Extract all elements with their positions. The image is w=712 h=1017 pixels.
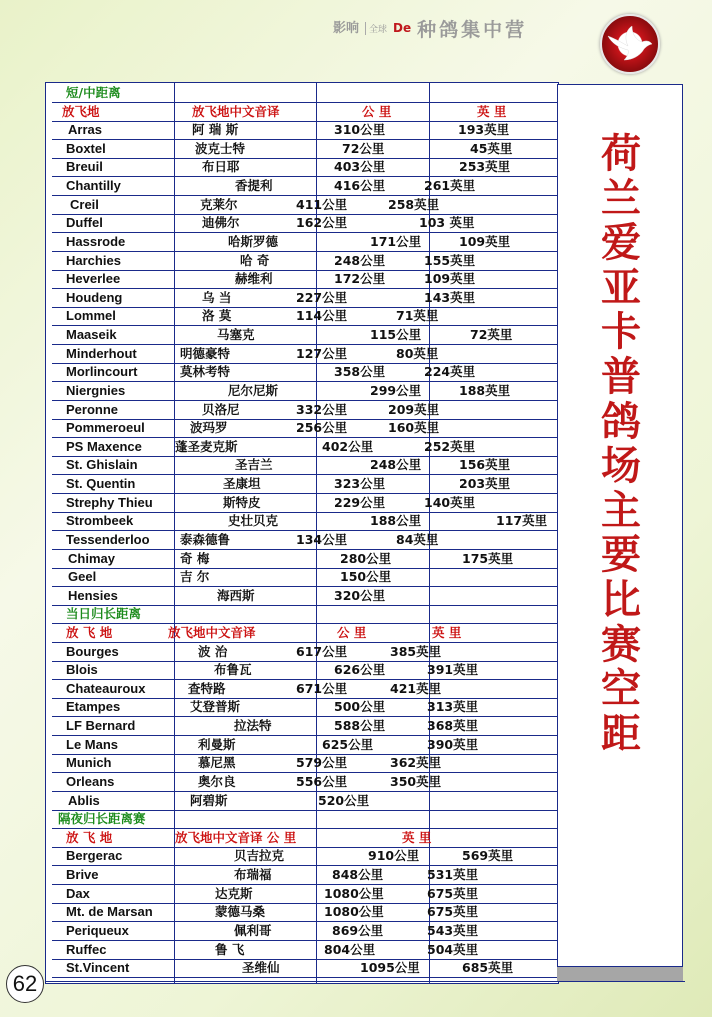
distance-km: 150公里: [340, 569, 392, 585]
distance-table: [45, 82, 559, 984]
release-point-chinese: 乌 当: [202, 289, 232, 305]
section-title: [52, 605, 557, 624]
release-point-chinese: 克莱尔: [200, 196, 238, 212]
distance-miles: 156英里: [459, 457, 511, 473]
release-point: Munich: [66, 755, 112, 771]
release-point-chinese: 艾登普斯: [190, 699, 241, 715]
release-point-chinese: 布日耶: [202, 159, 240, 175]
logo-main-text: 种鸽集中营: [417, 18, 528, 41]
release-point: Duffel: [66, 215, 103, 231]
distance-km: 626公里: [334, 662, 386, 678]
release-point-chinese: 阿碧斯: [190, 792, 228, 808]
release-point-chinese: 放飞地中文音译 公 里: [175, 829, 297, 845]
release-point-chinese: 慕尼黑: [198, 755, 236, 771]
release-point: Niergnies: [66, 382, 126, 398]
table-row: [52, 550, 557, 569]
vertical-title-char: 爱: [601, 219, 641, 267]
distance-km: 英 里: [402, 829, 432, 845]
distance-km: 411公里: [296, 196, 348, 212]
distance-miles: 531英里: [427, 867, 479, 883]
release-point-chinese: 香提利: [235, 178, 273, 194]
table-row: [52, 121, 557, 140]
table-row: [52, 922, 557, 941]
distance-miles: 109英里: [424, 271, 476, 287]
pigeon-logo: [600, 14, 660, 74]
table-row: [52, 158, 557, 177]
distance-km: 671公里: [296, 680, 348, 696]
table-row: [52, 941, 557, 960]
release-point: St. Quentin: [66, 476, 136, 492]
release-point-chinese: 布鲁瓦: [214, 662, 252, 678]
table-row: [52, 363, 557, 382]
release-point: Pommeroeul: [66, 420, 145, 436]
distance-km: 323公里: [334, 476, 386, 492]
table-row: [52, 326, 557, 345]
table-row: [52, 661, 557, 680]
distance-miles: 313英里: [427, 699, 479, 715]
distance-miles: 英 里: [477, 103, 507, 119]
page-header: [0, 0, 712, 80]
distance-miles: 252英里: [424, 438, 476, 454]
table-row: [52, 196, 557, 215]
column-header-row: [52, 624, 557, 643]
distance-km: 229公里: [334, 494, 386, 510]
vertical-title-char: 距: [601, 709, 641, 757]
distance-miles: 155英里: [424, 252, 476, 268]
release-point-chinese: 贝洛尼: [202, 401, 240, 417]
distance-km: 171公里: [370, 233, 422, 249]
section-label: 短/中距离: [66, 85, 121, 100]
distance-miles: 421英里: [390, 680, 442, 696]
section-title: [52, 810, 557, 829]
bottom-divider: [45, 981, 685, 982]
release-point: Bourges: [66, 643, 119, 659]
table-row: [52, 754, 557, 773]
table-row: [52, 512, 557, 531]
distance-miles: 203英里: [459, 476, 511, 492]
release-point-chinese: 海西斯: [217, 587, 255, 603]
table-row: [52, 587, 557, 606]
distance-km: 556公里: [296, 773, 348, 789]
column-header-row: [52, 829, 557, 848]
table-row: [52, 568, 557, 587]
table-row: [52, 717, 557, 736]
release-point: Heverlee: [66, 271, 121, 287]
distance-km: 848公里: [332, 867, 384, 883]
release-point: LF Bernard: [66, 718, 136, 734]
vertical-title-char: 鸽: [601, 397, 641, 445]
release-point-chinese: 鲁 飞: [215, 941, 245, 957]
section-title: [52, 84, 557, 103]
distance-km: 248公里: [370, 457, 422, 473]
distance-miles: 224英里: [424, 364, 476, 380]
distance-km: 804公里: [324, 941, 376, 957]
distance-km: 1095公里: [360, 960, 420, 976]
table-row: [52, 531, 557, 550]
page-number: 62: [6, 965, 44, 1003]
distance-km: 188公里: [370, 513, 422, 529]
table-row: [52, 643, 557, 662]
distance-km: 320公里: [334, 587, 386, 603]
table-row: [52, 419, 557, 438]
release-point: Chimay: [68, 550, 115, 566]
distance-km: 403公里: [334, 159, 386, 175]
release-point-chinese: 放飞地中文音译: [192, 103, 280, 119]
distance-km: 公 里: [362, 103, 392, 119]
release-point-chinese: 哈斯罗德: [228, 233, 279, 249]
distance-km: 280公里: [340, 550, 392, 566]
release-point-chinese: 赫维利: [235, 271, 273, 287]
release-point: Mt. de Marsan: [66, 904, 153, 920]
release-point: Chateauroux: [66, 680, 146, 696]
release-point-chinese: 圣康坦: [223, 476, 261, 492]
logo-de-text: De: [393, 21, 412, 35]
table-row: [52, 177, 557, 196]
magazine-logo-text: [333, 12, 563, 44]
release-point: Bergerac: [66, 848, 123, 864]
release-point-chinese: 圣吉兰: [235, 457, 273, 473]
release-point: Lommel: [66, 308, 116, 324]
table-row: [52, 773, 557, 792]
distance-miles: 253英里: [459, 159, 511, 175]
release-point: Orleans: [66, 773, 115, 789]
distance-miles: 117英里: [496, 513, 548, 529]
distance-miles: 504英里: [427, 941, 479, 957]
distance-km: 500公里: [334, 699, 386, 715]
release-point-chinese: 查特路: [188, 680, 226, 696]
release-point-chinese: 布瑞福: [234, 867, 272, 883]
release-point-chinese: 明德豪特: [180, 345, 231, 361]
distance-km: 332公里: [296, 401, 348, 417]
table-row: [52, 680, 557, 699]
table-row: [52, 270, 557, 289]
release-point-chinese: 马塞克: [217, 327, 255, 343]
vertical-title-char: 空: [601, 665, 641, 713]
distance-km: 1080公里: [324, 904, 384, 920]
distance-km: 358公里: [334, 364, 386, 380]
vertical-title-char: 赛: [601, 620, 641, 668]
section-label: 隔夜归长距离赛: [58, 811, 146, 827]
release-point: Brive: [66, 867, 99, 883]
distance-miles: 390英里: [427, 736, 479, 752]
table-row: [52, 903, 557, 922]
distance-miles: 385英里: [390, 643, 442, 659]
table-row: [52, 866, 557, 885]
distance-km: 402公里: [322, 438, 374, 454]
release-point-chinese: 史壮贝克: [228, 513, 279, 529]
release-point: Harchies: [66, 252, 121, 268]
distance-miles: 193英里: [458, 122, 510, 138]
release-point: Tessenderloo: [66, 531, 150, 547]
vertical-title-char: 场: [601, 442, 641, 490]
distance-miles: 80英里: [396, 345, 439, 361]
distance-miles: 368英里: [427, 718, 479, 734]
release-point-chinese: 奥尔良: [198, 773, 236, 789]
release-point: Creil: [70, 196, 99, 212]
release-point: 放飞地: [62, 103, 100, 119]
distance-miles: 685英里: [462, 960, 514, 976]
table-row: [52, 214, 557, 233]
release-point: Arras: [68, 122, 102, 138]
release-point: Breuil: [66, 159, 103, 175]
distance-miles: 209英里: [388, 401, 440, 417]
release-point: Dax: [66, 885, 90, 901]
distance-km: 公 里: [337, 624, 367, 640]
release-point-chinese: 吉 尔: [180, 569, 210, 585]
distance-km: 588公里: [334, 718, 386, 734]
release-point: Peronne: [66, 401, 119, 417]
vertical-title-char: 主: [601, 486, 641, 534]
distance-miles: 543英里: [427, 922, 479, 938]
release-point: Morlincourt: [66, 364, 138, 380]
distance-miles: 72英里: [470, 327, 513, 343]
distance-miles: 71英里: [396, 308, 439, 324]
distance-km: 227公里: [296, 289, 348, 305]
release-point: Boxtel: [66, 140, 106, 156]
table-row: [52, 438, 557, 457]
table-row: [52, 792, 557, 811]
release-point-chinese: 波玛罗: [190, 420, 228, 436]
distance-miles: 175英里: [462, 550, 514, 566]
release-point: St. Ghislain: [66, 457, 138, 473]
release-point: 放 飞 地: [66, 829, 113, 845]
release-point: Hensies: [68, 587, 118, 603]
distance-miles: 英 里: [432, 624, 462, 640]
distance-km: 310公里: [334, 122, 386, 138]
distance-miles: 143英里: [424, 289, 476, 305]
distance-km: 1080公里: [324, 885, 384, 901]
release-point-chinese: 迪佛尔: [202, 215, 240, 231]
release-point-chinese: 哈 奇: [240, 252, 270, 268]
table-row: [52, 847, 557, 866]
release-point: Maaseik: [66, 327, 117, 343]
table-row: [52, 382, 557, 401]
release-point-chinese: 斯特皮: [223, 494, 261, 510]
distance-km: 134公里: [296, 531, 348, 547]
column-header-row: [52, 103, 557, 122]
table-row: [52, 233, 557, 252]
vertical-title-char: 普: [601, 352, 641, 400]
release-point: Minderhout: [66, 345, 137, 361]
release-point: Periqueux: [66, 922, 129, 938]
table-row: [52, 307, 557, 326]
distance-km: 520公里: [318, 792, 370, 808]
distance-km: 256公里: [296, 420, 348, 436]
distance-miles: 84英里: [396, 531, 439, 547]
release-point-chinese: 波 治: [198, 643, 228, 659]
distance-km: 416公里: [334, 178, 386, 194]
table-row: [52, 736, 557, 755]
vertical-title-char: 兰: [601, 174, 641, 222]
release-point-chinese: 贝吉拉克: [234, 848, 285, 864]
release-point-chinese: 拉法特: [234, 718, 272, 734]
table-row: [52, 345, 557, 364]
release-point: Strephy Thieu: [66, 494, 153, 510]
table-row: [52, 494, 557, 513]
vertical-title-char: 比: [601, 575, 641, 623]
table-row: [52, 698, 557, 717]
release-point-chinese: 阿 瑞 斯: [192, 122, 239, 138]
distance-miles: 675英里: [427, 885, 479, 901]
distance-km: 869公里: [332, 922, 384, 938]
release-point: Geel: [68, 569, 97, 585]
release-point: Ablis: [68, 792, 100, 808]
table-row: [52, 475, 557, 494]
table-row: [52, 252, 557, 271]
section-label: 当日归长距离: [66, 606, 142, 622]
distance-km: 248公里: [334, 252, 386, 268]
table-row: [52, 140, 557, 159]
distance-miles: 675英里: [427, 904, 479, 920]
distance-km: 579公里: [296, 755, 348, 771]
release-point: St.Vincent: [66, 960, 130, 976]
release-point: Chantilly: [66, 178, 121, 194]
release-point: Strombeek: [66, 513, 134, 529]
table-row: [52, 289, 557, 308]
release-point: 放 飞 地: [66, 624, 113, 640]
vertical-title: [596, 132, 646, 756]
vertical-title-char: 要: [601, 531, 641, 579]
distance-km: 115公里: [370, 327, 422, 343]
release-point-chinese: 放飞地中文音译: [168, 624, 256, 640]
distance-km: 299公里: [370, 382, 422, 398]
distance-miles: 160英里: [388, 420, 440, 436]
vertical-title-char: 亚: [601, 263, 641, 311]
release-point: Ruffec: [66, 941, 107, 957]
distance-km: 625公里: [322, 736, 374, 752]
distance-miles: 362英里: [390, 755, 442, 771]
distance-miles: 258英里: [388, 196, 440, 212]
distance-km: 617公里: [296, 643, 348, 659]
release-point-chinese: 圣维仙: [242, 960, 280, 976]
release-point: PS Maxence: [66, 438, 142, 454]
release-point-chinese: 奇 梅: [180, 550, 210, 566]
distance-km: 127公里: [296, 345, 348, 361]
distance-miles: 261英里: [424, 178, 476, 194]
release-point: Hassrode: [66, 233, 126, 249]
distance-miles: 45英里: [470, 140, 513, 156]
distance-miles: 569英里: [462, 848, 514, 864]
distance-miles: 103 英里: [419, 215, 475, 231]
distance-miles: 109英里: [459, 233, 511, 249]
release-point-chinese: 洛 莫: [202, 308, 232, 324]
distance-km: 162公里: [296, 215, 348, 231]
vertical-title-char: 荷: [601, 130, 641, 177]
release-point: Blois: [66, 662, 98, 678]
table-row: [52, 401, 557, 420]
release-point-chinese: 佩利哥: [234, 922, 272, 938]
distance-miles: 350英里: [390, 773, 442, 789]
release-point-chinese: 泰森德鲁: [180, 531, 231, 547]
release-point-chinese: 莫林考特: [180, 364, 231, 380]
release-point-chinese: 利曼斯: [198, 736, 236, 752]
release-point-chinese: 波克士特: [195, 140, 246, 156]
release-point: Houdeng: [66, 289, 123, 305]
pigeon-icon: [602, 16, 658, 72]
release-point-chinese: 达克斯: [215, 885, 253, 901]
vertical-title-char: 卡: [601, 308, 641, 356]
release-point-chinese: 蒙德马桑: [215, 904, 266, 920]
logo-world-text: 全球: [365, 22, 387, 35]
release-point-chinese: 尼尔尼斯: [228, 382, 279, 398]
distance-km: 72公里: [342, 140, 385, 156]
release-point-chinese: 蓬圣麦克斯: [175, 438, 238, 454]
release-point: Le Mans: [66, 736, 119, 752]
distance-miles: 140英里: [424, 494, 476, 510]
logo-small-text: 影响: [333, 20, 360, 36]
distance-km: 114公里: [296, 308, 348, 324]
table-row: [52, 456, 557, 475]
distance-km: 910公里: [368, 848, 420, 864]
distance-km: 172公里: [334, 271, 386, 287]
table-row: [52, 959, 557, 978]
distance-miles: 391英里: [427, 662, 479, 678]
distance-miles: 188英里: [459, 382, 511, 398]
release-point: Etampes: [66, 699, 121, 715]
table-row: [52, 885, 557, 904]
